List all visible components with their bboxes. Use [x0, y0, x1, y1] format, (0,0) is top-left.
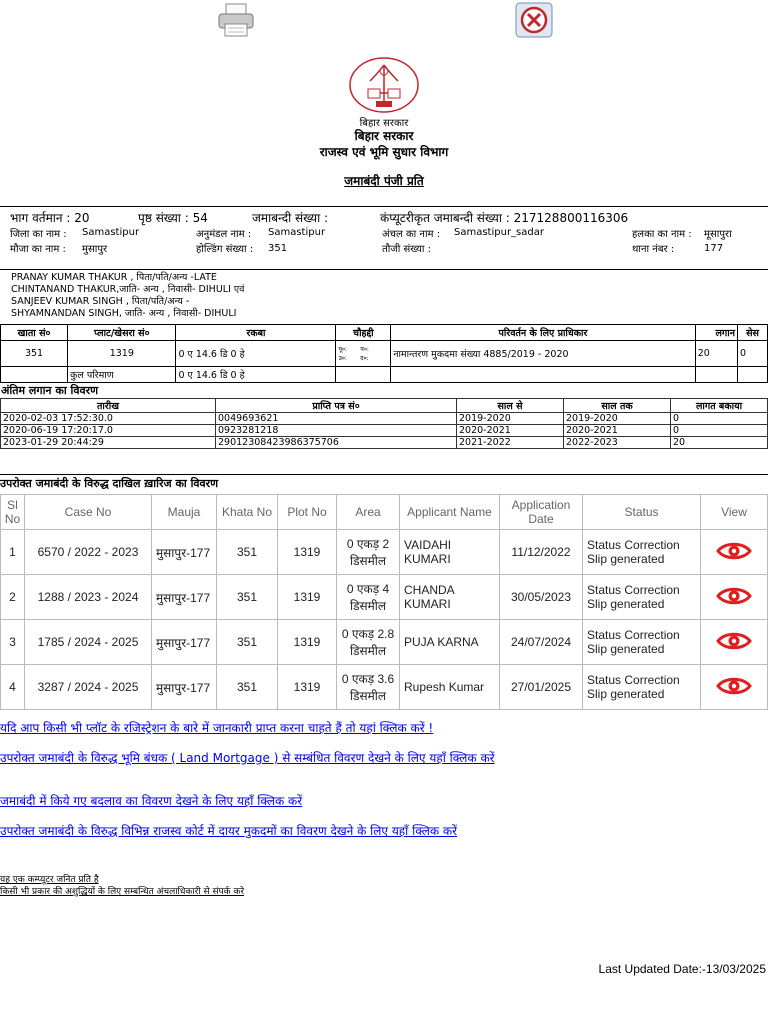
case-date: 11/12/2022	[500, 530, 583, 575]
case-date: 30/05/2023	[500, 575, 583, 620]
eye-icon[interactable]	[716, 585, 752, 610]
owner-line: CHINTANAND THAKUR,जाति- अन्य , निवासी- DIHULI एवं	[11, 284, 245, 295]
case-date: 27/01/2025	[500, 665, 583, 710]
holding-label: होल्डिंग संख्या :	[196, 244, 254, 255]
total-row	[1, 367, 768, 383]
case-no: 1288 / 2023 - 2024	[25, 575, 152, 620]
col-mauja: Mauja	[152, 495, 217, 530]
empty-cell	[695, 367, 737, 383]
status-line: Slip generated	[587, 642, 665, 656]
area-unit: डिसमील	[349, 599, 387, 613]
case-status	[583, 530, 701, 575]
lagan-balance: 0	[671, 425, 768, 437]
case-plot: 1319	[278, 620, 337, 665]
ses-cell: 0	[738, 341, 768, 367]
lagan-date: 2020-06-19 17:20:17.0	[1, 425, 216, 437]
land-mortgage-link[interactable]: उपरोक्त जमाबंदी के विरुद्ध भूमि बंधक ( Land Mortgage ) से सम्बंधित विवरण देखने के लिए यहाँ क्लिक करें	[0, 751, 495, 765]
case-khata: 351	[217, 530, 278, 575]
court-cases-link[interactable]: उपरोक्त जमाबंदी के विरुद्ध विभिन्न राजस्व कोर्ट में दायर मुकदमों का विवरण देखने के लिए यहाँ क्लिक करें	[0, 824, 458, 838]
view-cell	[701, 620, 768, 665]
lagan-receipt: 0923281218	[216, 425, 457, 437]
lagan-year-to: 2019-2020	[564, 413, 671, 425]
chauhaddi-north: उ०:	[338, 354, 347, 362]
case-plot: 1319	[278, 575, 337, 620]
case-applicant: CHANDA KUMARI	[400, 575, 500, 620]
case-date: 24/07/2024	[500, 620, 583, 665]
khata-table-header	[1, 325, 768, 341]
eye-icon[interactable]	[716, 675, 752, 700]
mauja-value: मुसापुर	[82, 244, 108, 255]
lagan-year-to: 2022-2023	[564, 437, 671, 449]
case-mauja: मुसापुर-177	[152, 620, 217, 665]
tauzi-label: तौजी संख्या :	[382, 244, 432, 255]
area-acre: 0 एकड़ 3.6	[341, 672, 395, 686]
table-row	[1, 413, 768, 425]
table-row	[1, 437, 768, 449]
col-plot: प्लाट/खेसरा सं०	[68, 325, 176, 341]
case-no: 3287 / 2024 - 2025	[25, 665, 152, 710]
case-applicant: PUJA KARNA	[400, 620, 500, 665]
last-updated-date: Last Updated Date:-13/03/2025	[598, 962, 766, 976]
case-khata: 351	[217, 620, 278, 665]
view-cell	[701, 665, 768, 710]
lagan-year-to: 2020-2021	[564, 425, 671, 437]
jamabandi-sankhya: जमाबन्दी संख्या :	[252, 211, 329, 225]
case-applicant: Rupesh Kumar	[400, 665, 500, 710]
case-no: 6570 / 2022 - 2023	[25, 530, 152, 575]
case-khata: 351	[217, 665, 278, 710]
cases-table-header	[1, 495, 768, 530]
govt-name: बिहार सरकार	[354, 129, 414, 143]
case-sl: 3	[1, 620, 25, 665]
bhag-vartaman: भाग वर्तमान : 20	[10, 211, 90, 225]
rakba-cell: 0 ए 14.6 डि 0 हे	[176, 341, 336, 367]
case-no: 1785 / 2024 - 2025	[25, 620, 152, 665]
chauhaddi-cell	[336, 341, 391, 367]
lagan-balance: 20	[671, 437, 768, 449]
col-lagan: लगान	[695, 325, 737, 341]
computer-generated-note: यह एक कम्प्यूटर जनित प्रति है	[0, 875, 99, 885]
table-row	[1, 575, 768, 620]
status-line: Status Correction	[587, 538, 680, 552]
zila-label: जिला का नाम :	[10, 229, 67, 240]
printer-icon[interactable]	[217, 2, 253, 38]
case-plot: 1319	[278, 530, 337, 575]
table-row	[1, 530, 768, 575]
status-line: Slip generated	[587, 552, 665, 566]
jamabandi-changes-link[interactable]: जमाबंदी में किये गए बदलाव का विवरण देखने के लिए यहाँ क्लिक करें	[0, 794, 303, 808]
col-adhikar: परिवर्तन के लिए प्राधिकार	[391, 325, 696, 341]
lagan-receipt: 0049693621	[216, 413, 457, 425]
case-khata: 351	[217, 575, 278, 620]
col-view: View	[701, 495, 768, 530]
mutation-section-title-text: उपरोक्त जमाबंदी के विरुद्ध दाखिल ख़ारिज का विवरण	[0, 477, 219, 490]
halka-label: हलका का नाम :	[632, 229, 692, 240]
anchal-value: Samastipur_sadar	[454, 227, 544, 238]
case-area	[337, 665, 400, 710]
holding-value: 351	[268, 243, 288, 254]
chauhaddi-west: प०:	[360, 345, 369, 353]
area-unit: डिसमील	[349, 554, 387, 568]
lagan-date: 2020-02-03 17:52:30.0	[1, 413, 216, 425]
area-acre: 0 एकड़ 2.8	[341, 627, 395, 641]
lagan-date: 2023-01-29 20:44:29	[1, 437, 216, 449]
case-sl: 2	[1, 575, 25, 620]
zila-value: Samastipur	[82, 227, 140, 238]
col-plot-no: Plot No	[278, 495, 337, 530]
bihar-govt-emblem	[348, 57, 420, 113]
mutation-section-title	[0, 474, 768, 494]
case-status	[583, 665, 701, 710]
page-title: जमाबंदी पंजी प्रति	[344, 174, 424, 188]
case-applicant: VAIDAHI KUMARI	[400, 530, 500, 575]
case-sl: 4	[1, 665, 25, 710]
empty-cell	[738, 367, 768, 383]
view-cell	[701, 530, 768, 575]
case-mauja: मुसापुर-177	[152, 575, 217, 620]
lagan-table-header	[1, 399, 768, 413]
case-area	[337, 620, 400, 665]
anumandal-value: Samastipur	[268, 227, 326, 238]
thana-label: थाना नंबर :	[632, 244, 675, 255]
col-chauhaddi: चौहद्दी	[336, 325, 391, 341]
total-label: कुल परिमाण	[68, 367, 176, 383]
khata-cell: 351	[1, 341, 68, 367]
case-status	[583, 575, 701, 620]
thana-value: 177	[704, 243, 724, 254]
area-acre: 0 एकड़ 4	[346, 582, 390, 596]
empty-cell	[336, 367, 391, 383]
anchal-label: अंचल का नाम :	[382, 229, 441, 240]
col-applicant-name: Applicant Name	[400, 495, 500, 530]
case-plot: 1319	[278, 665, 337, 710]
col-year-to: साल तक	[564, 399, 671, 413]
area-acre: 0 एकड़ 2	[346, 537, 390, 551]
halka-value: मूसापुरा	[704, 229, 732, 240]
lagan-year-from: 2020-2021	[457, 425, 564, 437]
lagan-receipt: 29012308423986375706	[216, 437, 457, 449]
case-area	[337, 575, 400, 620]
col-khata-no: Khata No	[217, 495, 278, 530]
case-area	[337, 530, 400, 575]
status-line: Slip generated	[587, 597, 665, 611]
chauhaddi-east: पू०:	[338, 345, 348, 353]
col-year-from: साल से	[457, 399, 564, 413]
lagan-section-title: अंतिम लगान का विवरण	[1, 384, 99, 397]
area-unit: डिसमील	[349, 644, 387, 658]
status-line: Status Correction	[587, 628, 680, 642]
contact-note: किसी भी प्रकार की अशुद्धियों के लिए सम्बन्धित अंचलाधिकारी से संपर्क करे	[0, 887, 245, 897]
lagan-year-from: 2019-2020	[457, 413, 564, 425]
col-receipt: प्राप्ति पत्र सं०	[216, 399, 457, 413]
anumandal-label: अनुमंडल नाम :	[196, 229, 252, 240]
case-sl: 1	[1, 530, 25, 575]
empty-cell	[391, 367, 696, 383]
table-row	[1, 620, 768, 665]
lagan-year-from: 2021-2022	[457, 437, 564, 449]
close-icon[interactable]	[515, 2, 551, 38]
computerized-jamabandi-no: कंप्यूटरीकृत जमाबन्दी संख्या : 217128800116306	[380, 211, 629, 225]
emblem-caption: बिहार सरकार	[359, 118, 409, 129]
prishth-sankhya: पृष्ठ संख्या : 54	[138, 211, 208, 225]
col-date: तारीख	[1, 399, 216, 413]
raiyat-owner-details	[11, 272, 244, 320]
case-mauja: मुसापुर-177	[152, 530, 217, 575]
plot-registration-link[interactable]: यदि आप किसी भी प्लॉट के रजिस्ट्रेशन के बारे में जानकारी प्राप्त करना चाहते हैं तो यहां क्लिक करें !	[0, 721, 434, 735]
col-area: Area	[337, 495, 400, 530]
khata-table	[0, 324, 768, 383]
empty-cell	[1, 367, 68, 383]
table-row	[1, 665, 768, 710]
owner-line: SANJEEV KUMAR SINGH , पिता/पति/अन्य -	[11, 296, 190, 307]
total-rakba: 0 ए 14.6 डि 0 हे	[176, 367, 336, 383]
col-status: Status	[583, 495, 701, 530]
case-mauja: मुसापुर-177	[152, 665, 217, 710]
mutation-cases-table	[0, 494, 768, 710]
area-unit: डिसमील	[349, 689, 387, 703]
col-rakba: रकबा	[176, 325, 336, 341]
table-row	[1, 425, 768, 437]
table-row	[1, 341, 768, 367]
dept-name: राजस्व एवं भूमि सुधार विभाग	[319, 145, 449, 159]
col-application-date: Application Date	[500, 495, 583, 530]
chauhaddi-south: द०:	[360, 354, 369, 362]
lagan-cell: 20	[695, 341, 737, 367]
status-line: Status Correction	[587, 673, 680, 687]
adhikar-cell: नामान्तरण मुकदमा संख्या 4885/2019 - 2020	[391, 341, 696, 367]
owner-line: PRANAY KUMAR THAKUR , पिता/पति/अन्य -LATE	[11, 272, 217, 283]
col-sl: Sl No	[1, 495, 25, 530]
col-khata: खाता सं०	[1, 325, 68, 341]
jamabandi-info-block	[0, 206, 768, 270]
eye-icon[interactable]	[716, 540, 752, 565]
view-cell	[701, 575, 768, 620]
col-case-no: Case No	[25, 495, 152, 530]
col-ses: सेस	[738, 325, 768, 341]
plot-cell: 1319	[68, 341, 176, 367]
status-line: Slip generated	[587, 687, 665, 701]
status-line: Status Correction	[587, 583, 680, 597]
lagan-balance: 0	[671, 413, 768, 425]
col-balance: लागत बकाया	[671, 399, 768, 413]
owner-line: SHYAMNANDAN SINGH, जाति- अन्य , निवासी- DIHULI	[11, 308, 237, 319]
eye-icon[interactable]	[716, 630, 752, 655]
case-status	[583, 620, 701, 665]
lagan-table	[0, 398, 768, 449]
mauja-label: मौजा का नाम :	[10, 244, 66, 255]
